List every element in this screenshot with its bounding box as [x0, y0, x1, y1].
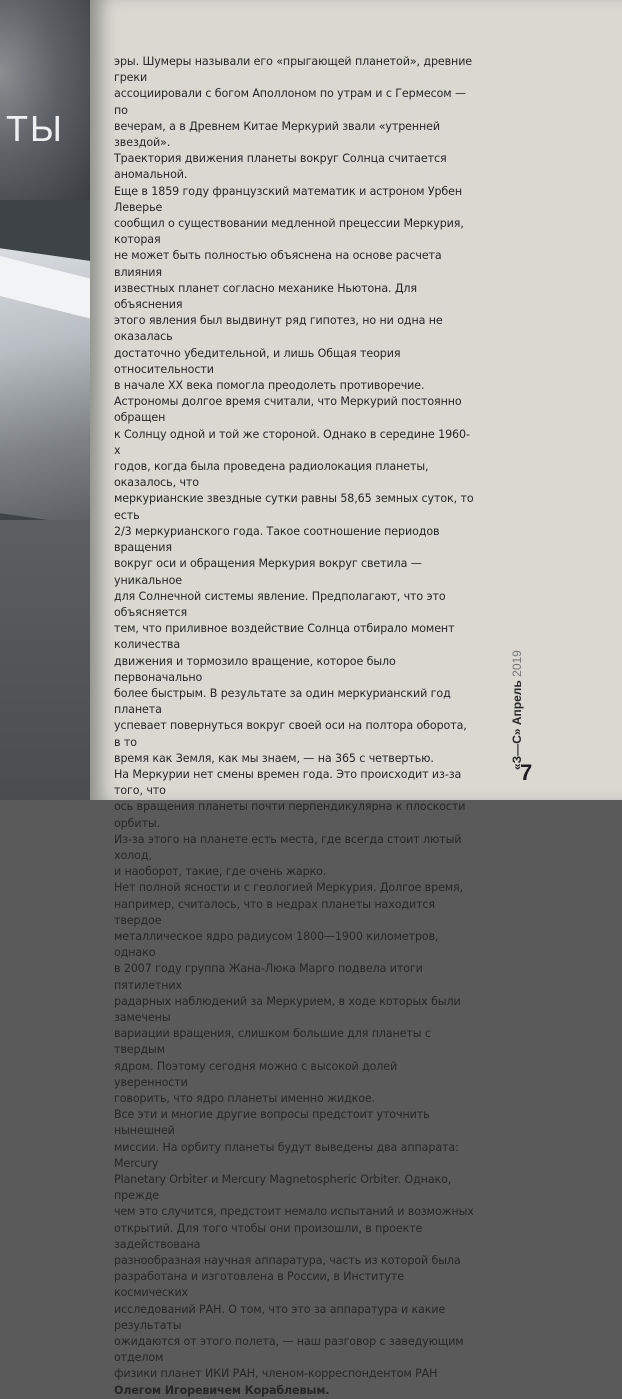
article-line: тем, что приливное воздействие Солнца отбирало момент количества [114, 622, 455, 652]
article-line: ось вращения планеты почти перпендикулярна к плоскости орбиты. [114, 800, 466, 830]
article-line: Нет полной ясности и с геологией Меркурия. Долгое время, [114, 881, 464, 895]
issue-year: 2019 [510, 650, 524, 677]
article-line: и наоборот, такие, где очень жарко. [114, 865, 327, 879]
article-line: вариации вращения, слишком большие для планеты с твердым [114, 1027, 431, 1057]
article-line: Все эти и многие другие вопросы предстоит уточнить нынешней [114, 1108, 430, 1138]
article-line: миссии. На орбиту планеты будут выведены два аппарата: Mercury [114, 1140, 459, 1170]
article-line: годов, когда была проведена радиолокация планеты, оказалось, что [114, 460, 429, 490]
article-line: этого явления был выдвинут ряд гипотез, но ни одна не оказалась [114, 314, 443, 344]
article-line: например, считалось, что в недрах планеты находится твердое [114, 897, 436, 927]
interviewee-name: Олегом Игоревичем Кораблевым. [114, 1383, 330, 1397]
article-line: металлическое ядро радиусом 1800—1900 километров, однако [114, 929, 439, 960]
article-line: в 2007 году группа Жана-Люка Марго подвела итоги пятилетних [114, 962, 423, 992]
article-line: сообщил о существовании медленной прецессии Меркурия, которая [114, 217, 464, 247]
article-line: Из-за этого на планете есть места, где всегда стоит лютый холод, [114, 832, 462, 862]
article-line: для Солнечной системы явление. Предполагают, что это объясняется [114, 589, 446, 619]
article-line: время как Земля, как мы знаем, — на 365 с четвертью. [114, 751, 434, 765]
article-line: в начале XX века помогла преодолеть противоречие. [114, 379, 425, 393]
article-line: Астрономы долгое время считали, что Меркурий постоянно обращен [114, 395, 462, 425]
article-line: физики планет ИКИ РАН, членом-корреспондентом РАН [114, 1367, 438, 1381]
article-line: ассоциировали с богом Аполлоном по утрам и с Гермесом — по [114, 87, 466, 117]
article-line: достаточно убедительной, и лишь Общая теория относительности [114, 346, 401, 376]
article-line: 2/3 меркурианского года. Такое соотношение периодов вращения [114, 524, 440, 555]
article-line: На Меркурии нет смены времен года. Это происходит из-за того, что [114, 767, 462, 798]
article-line: исследований РАН. О том, что это за аппаратура и какие результаты [114, 1302, 446, 1332]
magazine-name: «З—С» [510, 728, 524, 770]
planet-image [0, 0, 90, 200]
article-line: ожидаются от этого полета, — наш разговор с заведующим отделом [114, 1335, 464, 1365]
article-line: не может быть полностью объяснена на основе расчета влияния [114, 249, 442, 279]
article-line: меркурианские звездные сутки равны 58,65 земных суток, то есть [114, 492, 474, 522]
article-body [114, 54, 474, 1399]
article-line: Planetary Orbiter и Mercury Magnetospheric Orbiter. Однако, прежде [114, 1173, 452, 1203]
article-line: движения и тормозило вращение, которое было первоначально [114, 654, 396, 684]
issue-month: Апрель [510, 680, 524, 726]
article-line: более быстрым. В результате за один меркурианский год планета [114, 686, 451, 717]
article-line: говорить, что ядро планеты именно жидкое. [114, 1092, 376, 1105]
magazine-page [90, 0, 622, 1397]
article-line: разнообразная научная аппаратура, часть из которой была [114, 1254, 461, 1268]
article-line: Еще в 1859 году французский математик и астроном Урбен Леверье [114, 184, 463, 214]
article-line: Траектория движения планеты вокруг Солнца считается аномальной. [114, 152, 447, 182]
article-line: эры. Шумеры называли его «прыгающей планетой», древние греки [114, 55, 473, 85]
page-number: 7 [520, 760, 533, 785]
article-line: разработана и изготовлена в России, в Институте космических [114, 1270, 405, 1300]
article-line: чем это случится, предстоит немало испытаний и возможных [114, 1205, 474, 1219]
previous-page [0, 0, 96, 800]
folio-text [510, 650, 524, 770]
laboratory-floor-photo [0, 520, 96, 800]
article-line: ядром. Поэтому сегодня можно с высокой долей уверенности [114, 1059, 398, 1089]
article-line: вечерам, а в Древнем Китае Меркурий звали «утренней звездой». [114, 119, 441, 150]
article-line: известных планет согласно механике Ньютона. Для объяснения [114, 281, 417, 312]
article-line: успевает повернуться вокруг своей оси на полтора оборота, в то [114, 719, 467, 749]
article-line: радарных наблюдений за Меркурием, в ходе которых были замечены [114, 994, 461, 1024]
previous-page-heading: ТЫ [6, 108, 64, 149]
article-line: к Солнцу одной и той же стороной. Однако в середине 1960-х [114, 427, 470, 457]
article-line: открытий. Для того чтобы они произошли, в проекте задействована [114, 1221, 423, 1251]
article-line: вокруг оси и обращения Меркурия вокруг светила — уникальное [114, 557, 422, 587]
